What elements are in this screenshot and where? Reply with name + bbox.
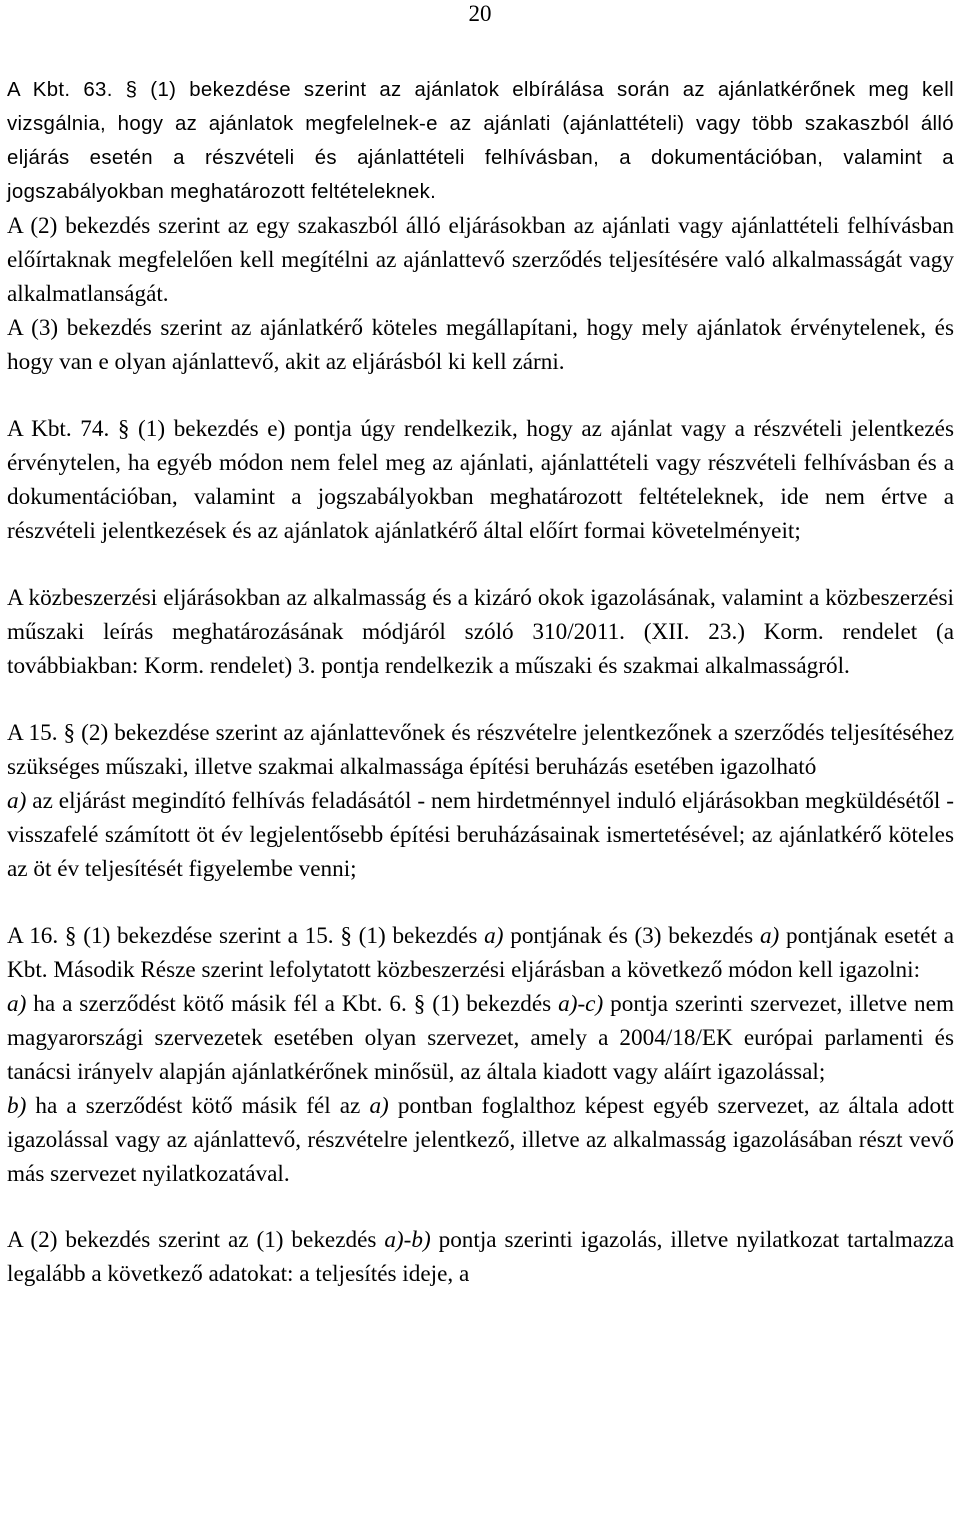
text-run: A 16. § (1) bekezdése szerint a 15. § (1) bekezdés xyxy=(7,923,485,949)
italic-run: a) xyxy=(759,923,780,949)
italic-run: a) xyxy=(369,1093,389,1119)
italic-run: a) xyxy=(484,923,504,949)
text-run: ha a szerződést kötő másik fél az xyxy=(26,1093,370,1119)
list-marker: b) xyxy=(7,1093,27,1119)
paragraph-section-3: A (3) bekezdés szerint az ajánlatkérő köteles megállapítani, hogy mely ajánlatok érvénytelenek, és hogy van e olyan ajánlattevő, akit az eljárásból ki kell zárni. xyxy=(7,315,954,375)
paragraph-section-16-point-b xyxy=(7,1089,954,1191)
paragraph-kbt-63: A Kbt. 63. § (1) bekezdése szerint az ajánlatok elbírálása során az ajánlatkérőnek meg kell vizsgálnia, hogy az ajánlatok megfelelnek-e az ajánlati (ajánlattételi) vagy több szakaszból álló eljárás esetén a részvételi és ajánlattételi felhívásban, a dokumentációban, valamint a jogszabályokban meghatározott feltételeknek. xyxy=(7,79,954,203)
text-run: pontja szerinti igazolás, illetve nyilatkozat tartalmazza legalább a következő adatokat: a teljesítés ideje, a xyxy=(7,1227,954,1287)
paragraph-korm-rendelet: A közbeszerzési eljárásokban az alkalmasság és a kizáró okok igazolásának, valamint a közbeszerzési műszaki leírás meghatározásának módjáról szóló 310/2011. (XII. 23.) Korm. rendelet (a továbbiakban: Korm. rendelet) 3. pontja rendelkezik a műszaki és szakmai alkalmasságról. xyxy=(7,585,954,679)
italic-run: a)-c) xyxy=(558,991,604,1017)
text-run: pontjának és (3) bekezdés xyxy=(503,923,760,949)
text-run: pontjának esetét a Kbt. Második Része szerint lefolytatott közbeszerzési eljárásban a következő módon kell igazolni: xyxy=(7,923,955,983)
text-run: pontban foglalthoz képest egyéb szervezet, az általa adott igazolással vagy az ajánlattevő, részvételre jelentkező, illetve az alkalmasság igazolásában részt vevő más szervezet nyilatkozatával. xyxy=(7,1093,954,1187)
document-body xyxy=(7,73,954,1291)
paragraph-section-15: A 15. § (2) bekezdése szerint az ajánlattevőnek és részvételre jelentkezőnek a szerződés teljesítéséhez szükséges műszaki, illetve szakmai alkalmassága építési beruházás esetében igazolható xyxy=(7,720,954,780)
text-run: ha a szerződést kötő másik fél a Kbt. 6. § (1) bekezdés xyxy=(26,991,559,1017)
text-run: A (2) bekezdés szerint az (1) bekezdés xyxy=(7,1227,385,1253)
paragraph-section-16 xyxy=(7,919,954,987)
paragraph-section-16-point-a xyxy=(7,987,954,1089)
text-run: pontja szerinti szervezet, illetve nem magyarországi szervezetek esetében olyan szervezet, amely a 2004/18/EK európai parlamenti és tanácsi irányelv alapján ajánlatkérőnek minősül, az általa kiadott vagy aláírt igazolással; xyxy=(7,991,954,1085)
paragraph-section-16-2 xyxy=(7,1223,954,1291)
paragraph-section-2: A (2) bekezdés szerint az egy szakaszból álló eljárásokban az ajánlati vagy ajánlattételi felhívásban előírtaknak megfelelően kell megítélni az ajánlattevő szerződés teljesítésére való alkalmasságát vagy alkalmatlanságát. xyxy=(7,213,954,307)
paragraph-section-15-point-a xyxy=(7,784,954,886)
italic-run: a)-b) xyxy=(384,1227,431,1253)
page-number: 20 xyxy=(468,1,492,26)
paragraph-kbt-74: A Kbt. 74. § (1) bekezdés e) pontja úgy rendelkezik, hogy az ajánlat vagy a részvételi jelentkezés érvénytelen, ha egyéb módon nem felel meg az ajánlati, ajánlattételi vagy részvételi felhívásban és a dokumentációban, valamint a jogszabályokban meghatározott feltételeknek, ide nem értve a részvételi jelentkezések és az ajánlatok ajánlatkérő által előírt formai követelményeit; xyxy=(7,416,954,544)
list-item-text: az eljárást megindító felhívás feladásától - nem hirdetménnyel induló eljárásokban megküldésétől - visszafelé számított öt év legjelentősebb építési beruházásainak ismertetésével; az ajánlatkérő köteles az öt év teljesítését figyelembe venni; xyxy=(7,788,954,882)
list-marker: a) xyxy=(7,788,27,814)
list-marker: a) xyxy=(7,991,27,1017)
